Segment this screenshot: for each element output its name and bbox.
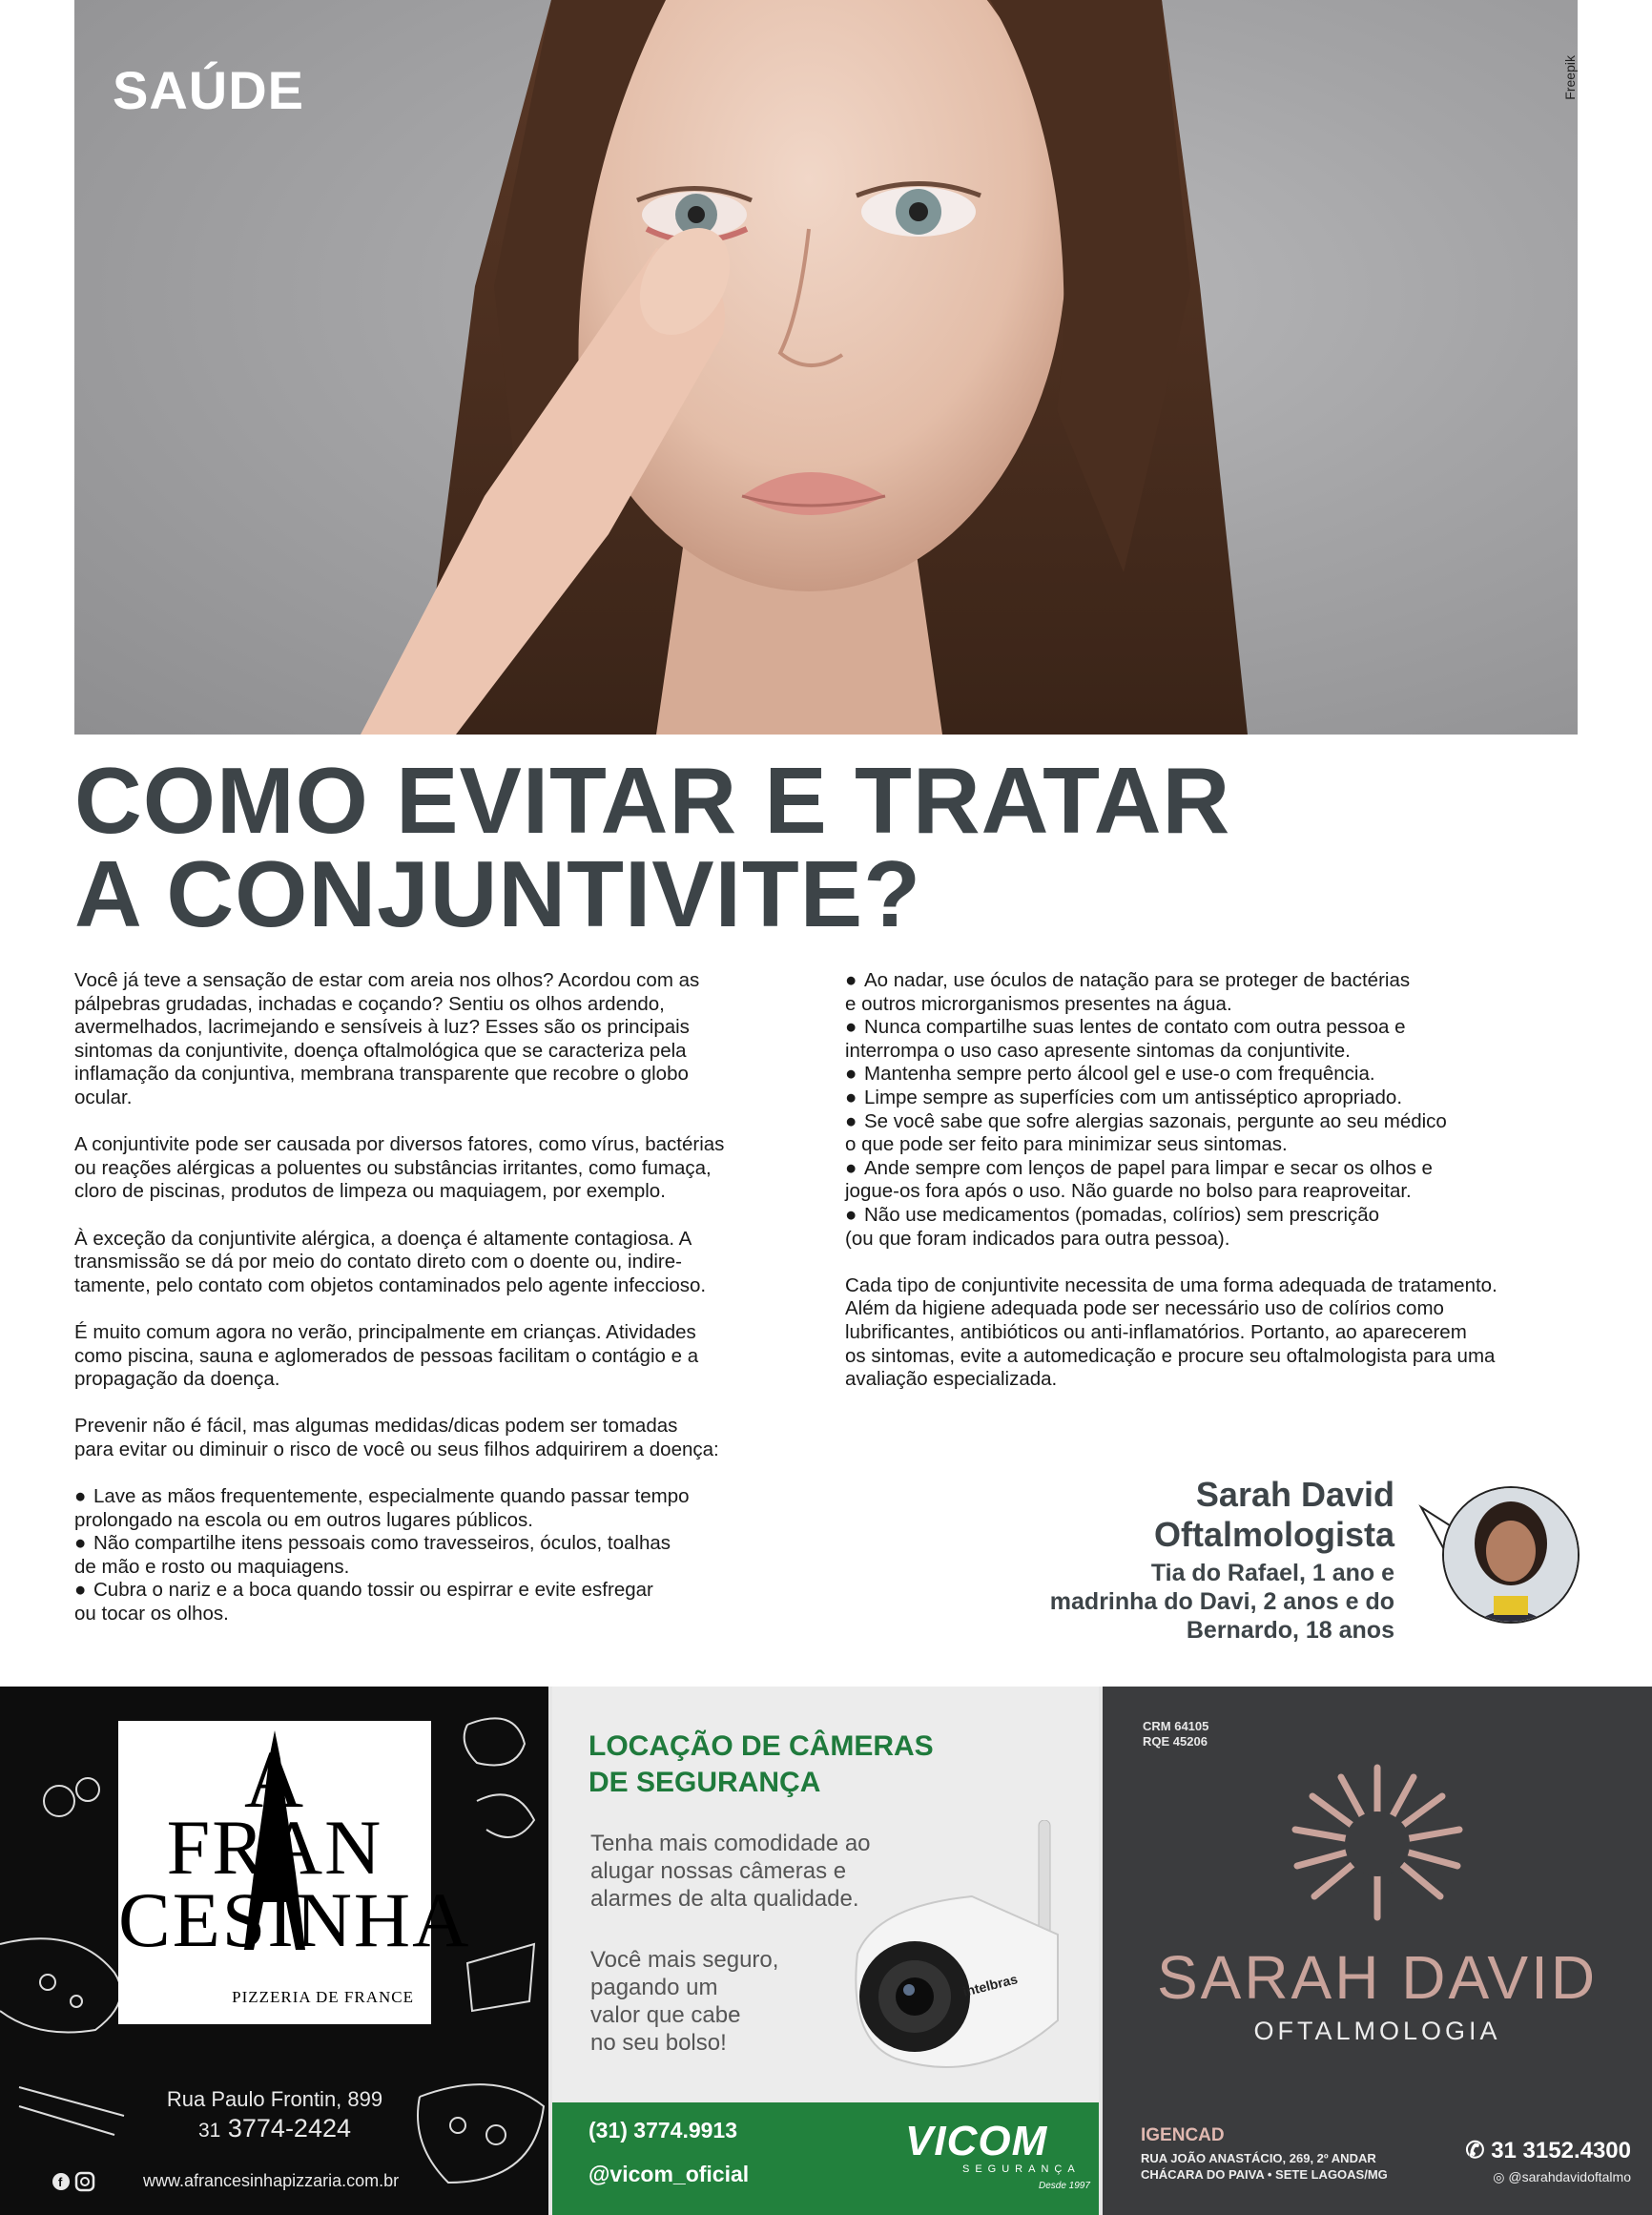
sarah-david-phone[interactable]: [1465, 2137, 1631, 2164]
bullet-icon: ●: [845, 1016, 857, 1039]
headline-line-1: COMO EVITAR E TRATAR: [74, 748, 1231, 853]
list-item-text: Se você sabe que sofre alergias sazonais, pergunte ao seu médico o que pode ser feito para minimizar seus sintomas.: [845, 1109, 1447, 1156]
list-item: [845, 1157, 1570, 1204]
vicom-since: Desde 1997: [1039, 2181, 1090, 2191]
bullet-icon: ●: [74, 1485, 87, 1508]
list-item-text: Não use medicamentos (pomadas, colírios) sem prescrição (ou que foram indicados para outra pessoa).: [845, 1203, 1380, 1250]
igencad-title: IGENCAD: [1141, 2125, 1225, 2145]
bullet-icon: ●: [845, 1203, 857, 1226]
whatsapp-icon: ✆: [1465, 2138, 1492, 2163]
headline: [74, 748, 1410, 946]
vicom-logo: [905, 2118, 1090, 2191]
list-item-text: Limpe sempre as superfícies com um antisséptico apropriado.: [864, 1086, 1403, 1108]
paragraph: A conjuntivite pode ser causada por diversos fatores, como vírus, bactérias ou reações alérgicas a poluentes ou substâncias irritantes, como fumaça, cloro de piscinas, produtos de limpeza ou maquiagem, por exemplo.: [74, 1133, 725, 1203]
author-avatar: [1417, 1477, 1580, 1639]
sarah-david-instagram-handle: @sarahdavidoftalmo: [1508, 2169, 1631, 2184]
logo-line-2: FRAN: [166, 1804, 383, 1891]
bullet-icon: ●: [845, 1063, 857, 1086]
list-item: [845, 1087, 1570, 1110]
camera-brand-label: intelbras: [960, 1971, 1020, 1999]
ad-vicom[interactable]: [552, 1687, 1099, 2215]
list-item-text: Mantenha sempre perto álcool gel e use-o com frequência.: [864, 1063, 1375, 1086]
vicom-title: LOCAÇÃO DE CÂMERAS DE SEGURANÇA: [589, 1730, 934, 1798]
instagram-icon[interactable]: [76, 2173, 93, 2190]
list-item-text: Não compartilhe itens pessoais como travesseiros, óculos, toalhas de mão e rosto ou maquiagens.: [74, 1532, 671, 1578]
vicom-brand: VICOM: [905, 2118, 1048, 2164]
list-item: [74, 1485, 799, 1532]
author-description: Tia do Rafael, 1 ano e madrinha do Davi, 2 anos e do Bernardo, 18 anos: [1049, 1560, 1394, 1644]
list-item: [845, 1204, 1570, 1251]
francesinha-site-link[interactable]: www.afrancesinhapizzaria.com.br: [143, 2171, 400, 2190]
list-item-text: Lave as mãos frequentemente, especialmente quando passar tempo prolongado na escola ou em outros lugares públicos.: [74, 1485, 690, 1531]
author-name: Sarah David: [1195, 1475, 1394, 1514]
paragraph: À exceção da conjuntivite alérgica, a doença é altamente contagiosa. A transmissão se dá por meio do contato direto com o doente ou, indire- tamente, pelo contato com objetos contaminados pelo agente infeccioso.: [74, 1227, 707, 1296]
vicom-instagram[interactable]: @vicom_oficial: [589, 2162, 750, 2186]
list-item-text: Ande sempre com lenços de papel para limpar e secar os olhos e jogue-os fora após o uso. Não guarde no bolso para reaproveitar.: [845, 1156, 1433, 1203]
list-item: [845, 1063, 1570, 1087]
social-icons: [52, 2171, 95, 2197]
crm-info: CRM 64105 RQE 45206: [1143, 1719, 1209, 1749]
vicom-text-2: Você mais seguro, pagando um valor que cabe no seu bolso!: [590, 1947, 779, 2056]
francesinha-logo: [118, 1721, 471, 2024]
sarah-david-logo-name: SARAH DAVID: [1156, 1943, 1599, 2012]
phone-number: 3774-2424: [227, 2114, 351, 2143]
hero-photo: [74, 0, 1578, 735]
logo-line-1: A: [243, 1733, 306, 1825]
sarah-david-logo-sub: OFTALMOLOGIA: [1253, 2017, 1501, 2045]
paragraph: Prevenir não é fácil, mas algumas medidas/dicas podem ser tomadas para evitar ou diminuir o risco de você ou seus filhos adquirirem a doença:: [74, 1415, 719, 1460]
bullet-icon: ●: [845, 1109, 857, 1132]
paragraph: Cada tipo de conjuntivite necessita de uma forma adequada de tratamento. Além da higiene adequada pode ser necessário uso de colírios como lubrificantes, antibióticos ou anti-inflamatórios. Portanto, ao aparecerem os sintomas, evite a automedicação e procure seu oftalmologista para uma avaliação especializada.: [845, 1273, 1497, 1391]
photo-credit: Freepik: [1562, 55, 1578, 100]
paragraph: Você já teve a sensação de estar com areia nos olhos? Acordou com as pálpebras grudadas, inchadas e coçando? Sentiu os olhos ardendo, avermelhados, lacrimejando e sensíveis à luz? Esses são os principais sintomas da conjuntivite, doença oftalmológica que se caracteriza pela inflamação da conjuntiva, membrana transparente que recobre o globo ocular.: [74, 969, 700, 1108]
ads-strip: [0, 1687, 1652, 2215]
bullet-icon: ●: [845, 1156, 857, 1179]
bullet-icon: ●: [74, 1579, 87, 1602]
list-item-text: Nunca compartilhe suas lentes de contato com outra pessoa e interrompa o uso caso apresente sintomas da conjuntivite.: [845, 1016, 1406, 1062]
section-label: SAÚDE: [113, 60, 305, 120]
tips-list: [845, 969, 1570, 1251]
vicom-phone[interactable]: (31) 3774.9913: [589, 2118, 738, 2143]
vicom-text-1: Tenha mais comodidade ao alugar nossas câmeras e alarmes de alta qualidade.: [590, 1831, 871, 1912]
headline-line-2: A CONJUNTIVITE?: [74, 841, 921, 946]
list-item: [74, 1532, 799, 1579]
list-item: [845, 1110, 1570, 1157]
logo-tagline: PIZZERIA DE FRANCE: [232, 1988, 414, 2006]
ad-francesinha[interactable]: [0, 1687, 548, 2215]
igencad-address: RUA JOÃO ANASTÁCIO, 269, 2º ANDAR CHÁCARA DO PAIVA • SETE LAGOAS/MG: [1141, 2151, 1388, 2182]
francesinha-address: Rua Paulo Frontin, 899: [166, 2087, 383, 2111]
svg-text:f: f: [58, 2175, 63, 2189]
logo-line-3: CESINHA: [118, 1876, 471, 1963]
sarah-david-instagram[interactable]: [1493, 2169, 1631, 2185]
bullet-icon: ●: [845, 1086, 857, 1108]
author-role: Oftalmologista: [1153, 1515, 1394, 1554]
vicom-brand-sub: SEGURANÇA: [962, 2163, 1081, 2175]
instagram-icon: ◎: [1493, 2169, 1509, 2184]
bullet-icon: ●: [845, 969, 857, 991]
phone-ddd: 31: [198, 2120, 221, 2142]
francesinha-phone[interactable]: [160, 2114, 389, 2143]
tips-list: [74, 1485, 799, 1626]
sunburst-logo-icon: [1272, 1763, 1482, 1925]
list-item-text: Ao nadar, use óculos de natação para se proteger de bactérias e outros microrganismos presentes na água.: [845, 969, 1411, 1015]
article-column-left: [74, 969, 799, 1626]
bullet-icon: ●: [74, 1532, 87, 1555]
list-item: [845, 969, 1570, 1016]
article-column-right: [845, 969, 1570, 1415]
sarah-david-phone-number: 31 3152.4300: [1491, 2138, 1631, 2163]
author-block: [1050, 1475, 1394, 1645]
list-item-text: Cubra o nariz e a boca quando tossir ou espirrar e evite esfregar ou tocar os olhos.: [74, 1579, 653, 1625]
security-camera-icon: [838, 1820, 1086, 2106]
paragraph: É muito comum agora no verão, principalmente em crianças. Atividades como piscina, sauna e aglomerados de pessoas facilitam o contágio e a propagação da doença.: [74, 1320, 699, 1391]
ad-sarah-david[interactable]: [1103, 1687, 1652, 2215]
list-item: [74, 1579, 799, 1625]
list-item: [845, 1016, 1570, 1063]
